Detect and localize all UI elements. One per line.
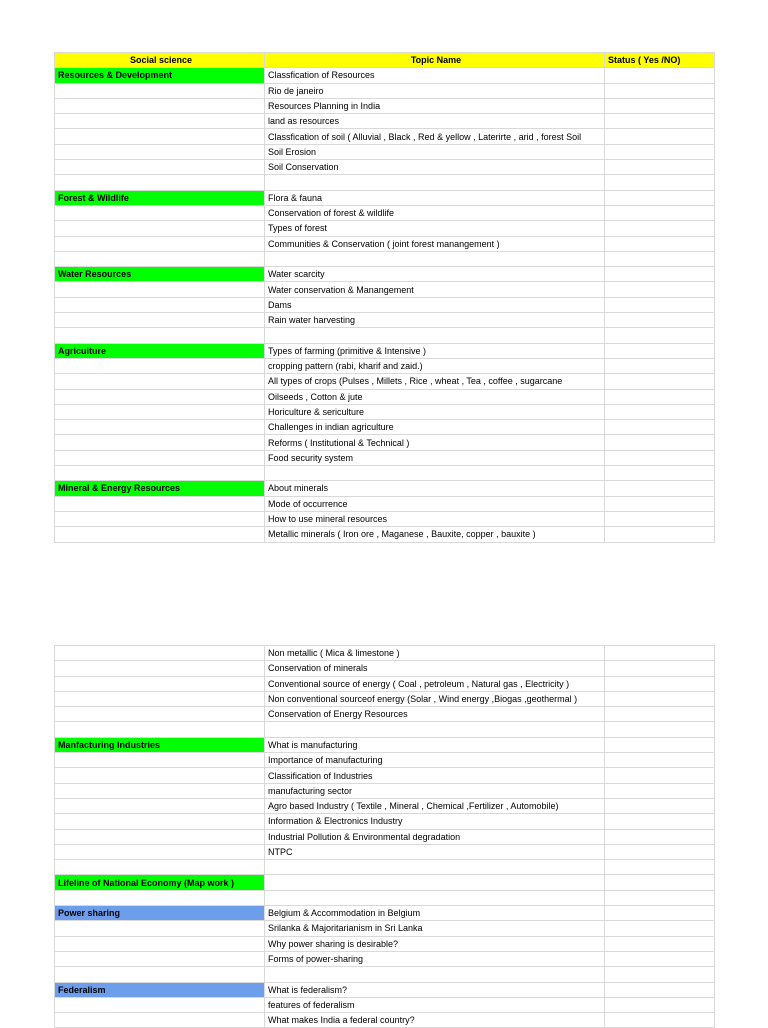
chapter-cell <box>55 844 265 859</box>
topic-cell: Resources Planning in India <box>265 98 605 113</box>
topic-cell: Forms of power-sharing <box>265 951 605 966</box>
table-row <box>55 951 715 966</box>
status-cell[interactable] <box>605 129 715 144</box>
table-row <box>55 829 715 844</box>
table-row <box>55 404 715 419</box>
chapter-cell <box>55 435 265 450</box>
table-row <box>55 722 715 737</box>
status-cell[interactable] <box>605 236 715 251</box>
topic-cell: Conservation of Energy Resources <box>265 707 605 722</box>
syllabus-table-page-2 <box>54 645 715 1028</box>
topic-cell <box>265 175 605 190</box>
chapter-cell: Forest & Wildlife <box>55 190 265 205</box>
topic-cell: Srilanka & Majoritarianism in Sri Lanka <box>265 921 605 936</box>
table-row <box>55 798 715 813</box>
table-row <box>55 160 715 175</box>
topic-cell: Water conservation & Manangement <box>265 282 605 297</box>
topic-cell: Soil Erosion <box>265 144 605 159</box>
chapter-cell: Mineral & Energy Resources <box>55 481 265 496</box>
status-cell[interactable] <box>605 737 715 752</box>
status-cell[interactable] <box>605 68 715 83</box>
chapter-cell <box>55 221 265 236</box>
table-row <box>55 783 715 798</box>
chapter-cell: Manfacturing Industries <box>55 737 265 752</box>
chapter-cell: Agricuiture <box>55 343 265 358</box>
status-cell[interactable] <box>605 282 715 297</box>
syllabus-table-page-1 <box>54 52 715 543</box>
table-row <box>55 936 715 951</box>
table-row <box>55 707 715 722</box>
topic-cell <box>265 875 605 890</box>
header-subject: Social science <box>55 53 265 68</box>
table-row <box>55 1013 715 1028</box>
table-row <box>55 98 715 113</box>
status-cell[interactable] <box>605 450 715 465</box>
table-row <box>55 691 715 706</box>
chapter-cell <box>55 420 265 435</box>
chapter-cell <box>55 860 265 875</box>
chapter-cell <box>55 890 265 905</box>
topic-cell: Agro based Industry ( Textile , Mineral , Chemical ,Fertilizer , Automobile) <box>265 798 605 813</box>
status-cell[interactable] <box>605 389 715 404</box>
status-cell[interactable] <box>605 83 715 98</box>
status-cell[interactable] <box>605 1013 715 1028</box>
chapter-cell <box>55 527 265 542</box>
table-row <box>55 297 715 312</box>
topic-cell: About minerals <box>265 481 605 496</box>
status-cell[interactable] <box>605 297 715 312</box>
chapter-cell <box>55 936 265 951</box>
table-row <box>55 967 715 982</box>
chapter-cell <box>55 661 265 676</box>
status-cell[interactable] <box>605 890 715 905</box>
chapter-cell <box>55 676 265 691</box>
chapter-cell <box>55 236 265 251</box>
topic-cell: How to use mineral resources <box>265 511 605 526</box>
table-row <box>55 997 715 1012</box>
status-cell[interactable] <box>605 481 715 496</box>
topic-cell: Rio de janeiro <box>265 83 605 98</box>
topic-cell: Classfication of Resources <box>265 68 605 83</box>
table-row <box>55 328 715 343</box>
chapter-cell <box>55 358 265 373</box>
chapter-cell <box>55 328 265 343</box>
header-topic: Topic Name <box>265 53 605 68</box>
table-row <box>55 358 715 373</box>
table-row <box>55 83 715 98</box>
table-row <box>55 527 715 542</box>
status-cell[interactable] <box>605 267 715 282</box>
table-row <box>55 144 715 159</box>
topic-cell: All types of crops (Pulses , Millets , Rice , wheat , Tea , coffee , sugarcane <box>265 374 605 389</box>
topic-cell: Classification of Industries <box>265 768 605 783</box>
status-cell[interactable] <box>605 829 715 844</box>
table-row <box>55 435 715 450</box>
topic-cell: Dams <box>265 297 605 312</box>
status-cell[interactable] <box>605 374 715 389</box>
topic-cell: Communities & Conservation ( joint forest manangement ) <box>265 236 605 251</box>
chapter-cell <box>55 768 265 783</box>
topic-cell: Horiculture & sericulture <box>265 404 605 419</box>
chapter-cell: Resources & Development <box>55 68 265 83</box>
table-row <box>55 450 715 465</box>
topic-cell: What makes India a federal country? <box>265 1013 605 1028</box>
table-row <box>55 251 715 266</box>
chapter-cell <box>55 374 265 389</box>
topic-cell: Oilseeds , Cotton & jute <box>265 389 605 404</box>
table-row <box>55 496 715 511</box>
topic-cell: Challenges in indian agriculture <box>265 420 605 435</box>
chapter-cell <box>55 205 265 220</box>
status-cell[interactable] <box>605 722 715 737</box>
table-row <box>55 661 715 676</box>
topic-cell: Classfication of soil ( Alluvial , Black , Red & yellow , Laterirte , arid , forest Soil <box>265 129 605 144</box>
status-cell[interactable] <box>605 768 715 783</box>
status-cell[interactable] <box>605 404 715 419</box>
chapter-cell <box>55 404 265 419</box>
chapter-cell <box>55 496 265 511</box>
topic-cell: Conservation of forest & wildlife <box>265 205 605 220</box>
table-row <box>55 466 715 481</box>
topic-cell: Soil Conservation <box>265 160 605 175</box>
topic-cell: Types of farming (primitive & Intensive ) <box>265 343 605 358</box>
table-row <box>55 982 715 997</box>
table-row <box>55 236 715 251</box>
status-cell[interactable] <box>605 691 715 706</box>
table-row <box>55 768 715 783</box>
topic-cell: Mode of occurrence <box>265 496 605 511</box>
chapter-cell <box>55 313 265 328</box>
status-cell[interactable] <box>605 343 715 358</box>
chapter-cell <box>55 389 265 404</box>
chapter-cell <box>55 129 265 144</box>
status-cell[interactable] <box>605 98 715 113</box>
table-row <box>55 814 715 829</box>
topic-cell: Industrial Pollution & Environmental degradation <box>265 829 605 844</box>
status-cell[interactable] <box>605 205 715 220</box>
table-row <box>55 676 715 691</box>
topic-cell: NTPC <box>265 844 605 859</box>
chapter-cell <box>55 646 265 661</box>
topic-cell: cropping pattern (rabi, kharif and zaid.) <box>265 358 605 373</box>
status-cell[interactable] <box>605 420 715 435</box>
table-row <box>55 844 715 859</box>
status-cell[interactable] <box>605 921 715 936</box>
status-cell[interactable] <box>605 466 715 481</box>
table-row <box>55 389 715 404</box>
chapter-cell <box>55 1013 265 1028</box>
topic-cell: Food security system <box>265 450 605 465</box>
topic-cell: Information & Electronics Industry <box>265 814 605 829</box>
topic-cell <box>265 251 605 266</box>
header-status: Status ( Yes /NO) <box>605 53 715 68</box>
chapter-cell <box>55 722 265 737</box>
status-cell[interactable] <box>605 313 715 328</box>
table-row <box>55 481 715 496</box>
table-row <box>55 129 715 144</box>
status-cell[interactable] <box>605 527 715 542</box>
status-cell[interactable] <box>605 358 715 373</box>
topic-cell: Reforms ( Institutional & Technical ) <box>265 435 605 450</box>
chapter-cell <box>55 753 265 768</box>
chapter-cell <box>55 114 265 129</box>
status-cell[interactable] <box>605 328 715 343</box>
chapter-cell <box>55 951 265 966</box>
chapter-cell <box>55 160 265 175</box>
chapter-cell: Lifeline of National Economy (Map work ) <box>55 875 265 890</box>
chapter-cell <box>55 83 265 98</box>
status-cell[interactable] <box>605 646 715 661</box>
chapter-cell <box>55 921 265 936</box>
chapter-cell <box>55 814 265 829</box>
table-row <box>55 906 715 921</box>
table-row <box>55 753 715 768</box>
status-cell[interactable] <box>605 251 715 266</box>
chapter-cell: Federalism <box>55 982 265 997</box>
topic-cell: Rain water harvesting <box>265 313 605 328</box>
chapter-cell <box>55 282 265 297</box>
status-cell[interactable] <box>605 175 715 190</box>
table-row <box>55 420 715 435</box>
topic-cell: Metallic minerals ( Iron ore , Maganese , Bauxite, copper , bauxite ) <box>265 527 605 542</box>
header-row <box>55 53 715 68</box>
status-cell[interactable] <box>605 783 715 798</box>
topic-cell: What is manufacturing <box>265 737 605 752</box>
table-row <box>55 921 715 936</box>
status-cell[interactable] <box>605 951 715 966</box>
chapter-cell <box>55 98 265 113</box>
topic-cell <box>265 967 605 982</box>
topic-cell: Importance of manufacturing <box>265 753 605 768</box>
status-cell[interactable] <box>605 160 715 175</box>
status-cell[interactable] <box>605 435 715 450</box>
topic-cell: Belgium & Accommodation in Belgium <box>265 906 605 921</box>
chapter-cell <box>55 707 265 722</box>
chapter-cell <box>55 997 265 1012</box>
table-row <box>55 511 715 526</box>
table-row <box>55 875 715 890</box>
chapter-cell <box>55 251 265 266</box>
status-cell[interactable] <box>605 114 715 129</box>
topic-cell <box>265 722 605 737</box>
table-row <box>55 374 715 389</box>
table-row <box>55 737 715 752</box>
table-row <box>55 267 715 282</box>
topic-cell <box>265 466 605 481</box>
table-row <box>55 282 715 297</box>
topic-cell: Conventional source of energy ( Coal , petroleum , Natural gas , Electricity ) <box>265 676 605 691</box>
chapter-cell <box>55 144 265 159</box>
chapter-cell <box>55 511 265 526</box>
chapter-cell <box>55 967 265 982</box>
chapter-cell <box>55 691 265 706</box>
table-row <box>55 860 715 875</box>
table-row <box>55 190 715 205</box>
table-row <box>55 205 715 220</box>
status-cell[interactable] <box>605 511 715 526</box>
table-row <box>55 646 715 661</box>
topic-cell: Non metallic ( Mica & limestone ) <box>265 646 605 661</box>
topic-cell <box>265 328 605 343</box>
topic-cell <box>265 890 605 905</box>
chapter-cell <box>55 175 265 190</box>
status-cell[interactable] <box>605 707 715 722</box>
table-row <box>55 221 715 236</box>
status-cell[interactable] <box>605 844 715 859</box>
topic-cell: manufacturing sector <box>265 783 605 798</box>
status-cell[interactable] <box>605 221 715 236</box>
status-cell[interactable] <box>605 144 715 159</box>
chapter-cell: Water Resources <box>55 267 265 282</box>
status-cell[interactable] <box>605 967 715 982</box>
table-row <box>55 313 715 328</box>
chapter-cell <box>55 466 265 481</box>
chapter-cell <box>55 798 265 813</box>
topic-cell: Water scarcity <box>265 267 605 282</box>
status-cell[interactable] <box>605 190 715 205</box>
chapter-cell <box>55 450 265 465</box>
chapter-cell: Power sharing <box>55 906 265 921</box>
status-cell[interactable] <box>605 860 715 875</box>
topic-cell: land as resources <box>265 114 605 129</box>
status-cell[interactable] <box>605 982 715 997</box>
status-cell[interactable] <box>605 676 715 691</box>
table-row <box>55 68 715 83</box>
chapter-cell <box>55 297 265 312</box>
status-cell[interactable] <box>605 997 715 1012</box>
status-cell[interactable] <box>605 814 715 829</box>
topic-cell: What is federalism? <box>265 982 605 997</box>
topic-cell: features of federalism <box>265 997 605 1012</box>
chapter-cell <box>55 783 265 798</box>
topic-cell: Flora & fauna <box>265 190 605 205</box>
table-row <box>55 175 715 190</box>
topic-cell: Why power sharing is desirable? <box>265 936 605 951</box>
chapter-cell <box>55 829 265 844</box>
status-cell[interactable] <box>605 496 715 511</box>
topic-cell <box>265 860 605 875</box>
table-row <box>55 114 715 129</box>
status-cell[interactable] <box>605 753 715 768</box>
status-cell[interactable] <box>605 936 715 951</box>
status-cell[interactable] <box>605 875 715 890</box>
table-row <box>55 890 715 905</box>
topic-cell: Non conventional sourceof energy (Solar , Wind energy ,Biogas ,geothermal ) <box>265 691 605 706</box>
topic-cell: Conservation of minerals <box>265 661 605 676</box>
status-cell[interactable] <box>605 906 715 921</box>
topic-cell: Types of forest <box>265 221 605 236</box>
status-cell[interactable] <box>605 661 715 676</box>
status-cell[interactable] <box>605 798 715 813</box>
table-row <box>55 343 715 358</box>
